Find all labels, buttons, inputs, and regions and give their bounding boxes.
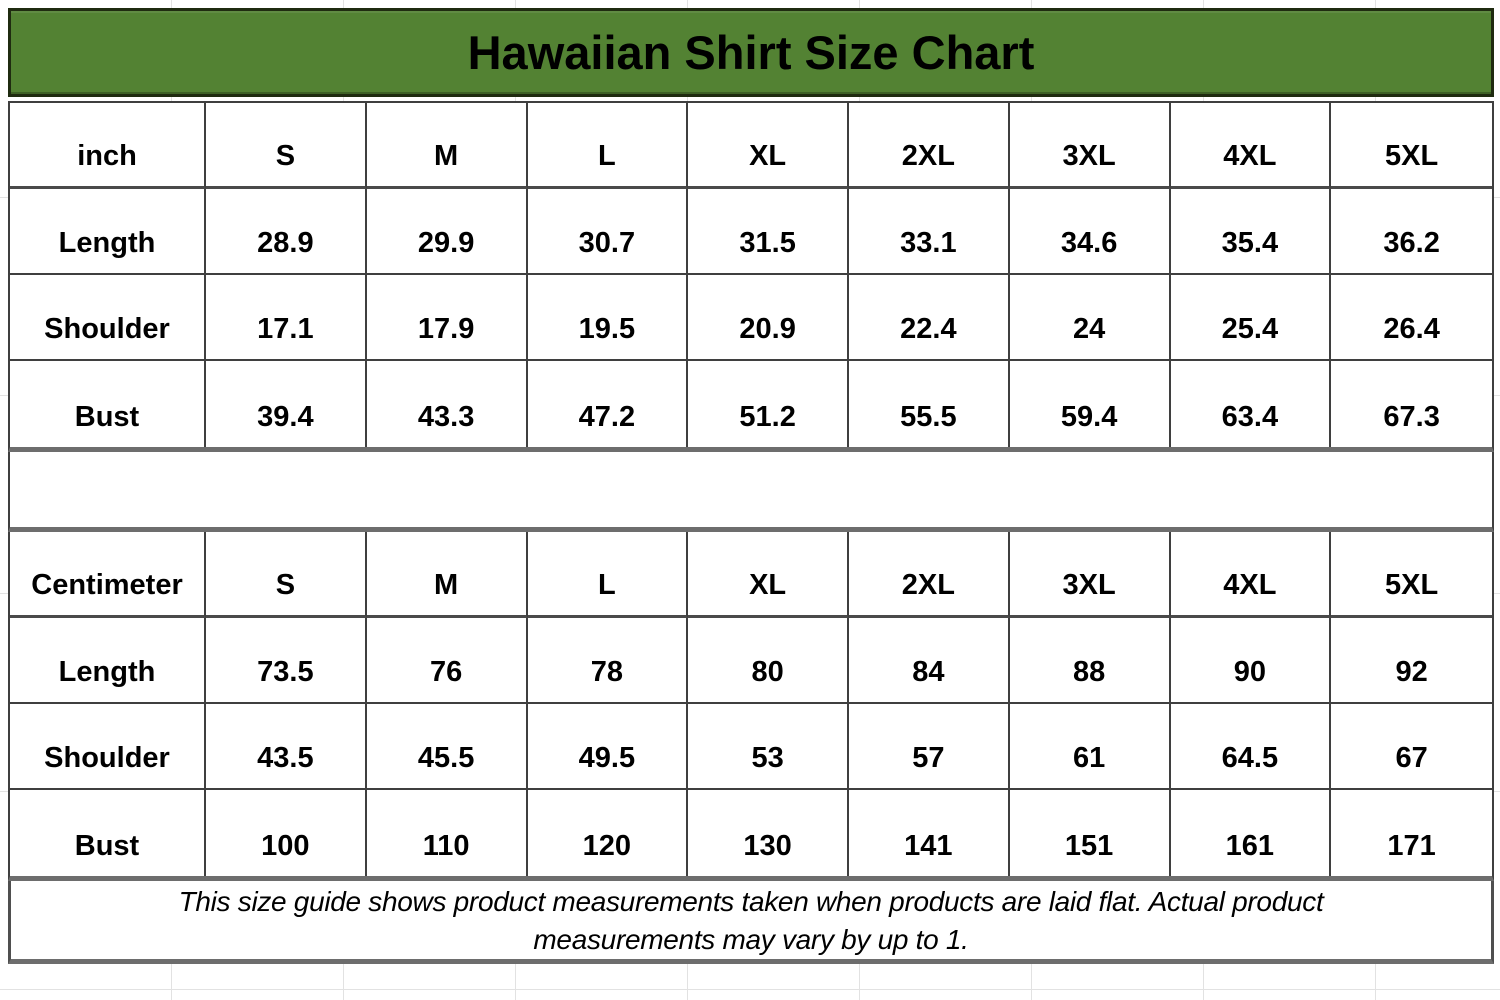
row-label-cell: Length <box>10 189 206 275</box>
title-bar <box>8 8 1494 97</box>
value-cell: 73.5 <box>206 618 367 704</box>
page-title: Hawaiian Shirt Size Chart <box>467 26 1035 79</box>
size-header-cell: 5XL <box>1331 532 1492 618</box>
footnote-line-1: This size guide shows product measurements taken when products are laid flat. Actual product <box>178 886 1324 917</box>
value-cell: 45.5 <box>367 704 528 790</box>
value-cell: 39.4 <box>206 361 367 447</box>
sheet <box>8 8 1494 964</box>
value-cell: 161 <box>1171 790 1332 876</box>
value-cell: 130 <box>688 790 849 876</box>
value-cell: 35.4 <box>1171 189 1332 275</box>
value-cell: 28.9 <box>206 189 367 275</box>
value-cell: 20.9 <box>688 275 849 361</box>
size-header-cell: 4XL <box>1171 532 1332 618</box>
value-cell: 171 <box>1331 790 1492 876</box>
size-header-cell: S <box>206 103 367 189</box>
size-header-cell: 2XL <box>849 103 1010 189</box>
value-cell: 34.6 <box>1010 189 1171 275</box>
value-cell: 63.4 <box>1171 361 1332 447</box>
value-cell: 59.4 <box>1010 361 1171 447</box>
value-cell: 80 <box>688 618 849 704</box>
value-cell: 25.4 <box>1171 275 1332 361</box>
row-label-cell: Shoulder <box>10 275 206 361</box>
size-header-cell: XL <box>688 103 849 189</box>
value-cell: 141 <box>849 790 1010 876</box>
cm-table <box>8 532 1494 881</box>
value-cell: 47.2 <box>528 361 689 447</box>
size-header-cell: 4XL <box>1171 103 1332 189</box>
size-header-cell: 5XL <box>1331 103 1492 189</box>
size-header-cell: XL <box>688 532 849 618</box>
value-cell: 64.5 <box>1171 704 1332 790</box>
value-cell: 26.4 <box>1331 275 1492 361</box>
value-cell: 120 <box>528 790 689 876</box>
value-cell: 90 <box>1171 618 1332 704</box>
value-cell: 110 <box>367 790 528 876</box>
value-cell: 76 <box>367 618 528 704</box>
value-cell: 67.3 <box>1331 361 1492 447</box>
value-cell: 78 <box>528 618 689 704</box>
value-cell: 19.5 <box>528 275 689 361</box>
row-label-cell: Length <box>10 618 206 704</box>
spacer-row <box>8 452 1494 532</box>
row-label-cell: Shoulder <box>10 704 206 790</box>
value-cell: 17.9 <box>367 275 528 361</box>
value-cell: 92 <box>1331 618 1492 704</box>
size-header-cell: L <box>528 532 689 618</box>
size-header-cell: S <box>206 532 367 618</box>
size-header-cell: M <box>367 532 528 618</box>
value-cell: 55.5 <box>849 361 1010 447</box>
size-header-cell: 3XL <box>1010 103 1171 189</box>
value-cell: 53 <box>688 704 849 790</box>
value-cell: 84 <box>849 618 1010 704</box>
footnote-line-2: measurements may vary by up to 1. <box>533 924 969 955</box>
value-cell: 67 <box>1331 704 1492 790</box>
value-cell: 17.1 <box>206 275 367 361</box>
row-label-cell: Bust <box>10 361 206 447</box>
value-cell: 43.3 <box>367 361 528 447</box>
value-cell: 151 <box>1010 790 1171 876</box>
unit-label-cell: Centimeter <box>10 532 206 618</box>
footnote-box <box>8 881 1494 964</box>
value-cell: 29.9 <box>367 189 528 275</box>
value-cell: 61 <box>1010 704 1171 790</box>
value-cell: 49.5 <box>528 704 689 790</box>
value-cell: 31.5 <box>688 189 849 275</box>
value-cell: 100 <box>206 790 367 876</box>
size-header-cell: M <box>367 103 528 189</box>
size-header-cell: L <box>528 103 689 189</box>
size-header-cell: 2XL <box>849 532 1010 618</box>
value-cell: 57 <box>849 704 1010 790</box>
value-cell: 36.2 <box>1331 189 1492 275</box>
value-cell: 43.5 <box>206 704 367 790</box>
value-cell: 51.2 <box>688 361 849 447</box>
value-cell: 88 <box>1010 618 1171 704</box>
unit-label-cell: inch <box>10 103 206 189</box>
size-header-cell: 3XL <box>1010 532 1171 618</box>
value-cell: 33.1 <box>849 189 1010 275</box>
value-cell: 22.4 <box>849 275 1010 361</box>
value-cell: 24 <box>1010 275 1171 361</box>
row-label-cell: Bust <box>10 790 206 876</box>
inch-table <box>8 101 1494 452</box>
value-cell: 30.7 <box>528 189 689 275</box>
